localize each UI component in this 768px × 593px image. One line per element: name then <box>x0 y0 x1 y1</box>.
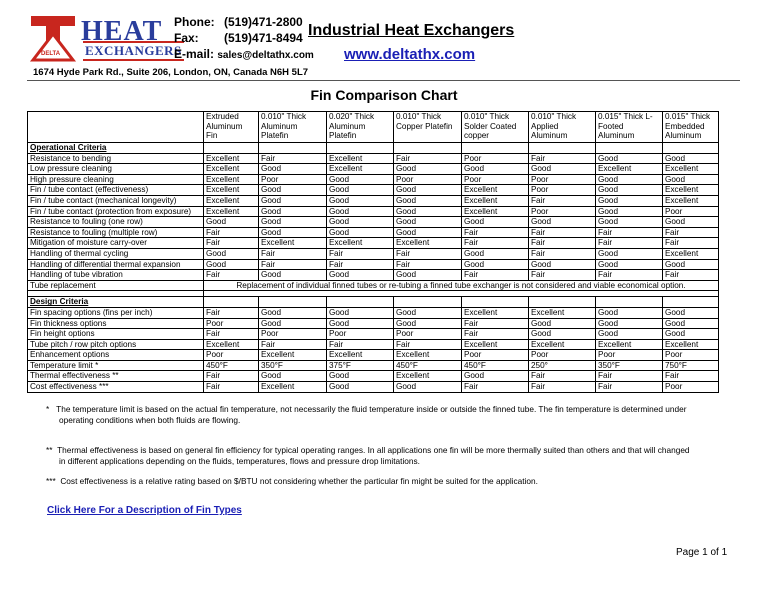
footnote-text: Cost effectiveness is a relative rating based on $/BTU not considering whether the particular fin might be suited for the application. <box>60 476 538 486</box>
table-cell: Fair <box>663 270 719 281</box>
table-cell: Fair <box>529 195 596 206</box>
page-title: Fin Comparison Chart <box>310 87 458 103</box>
table-cell: Good <box>596 185 663 196</box>
table-cell: 250° <box>529 360 596 371</box>
table-row <box>28 227 719 238</box>
row-label: Fin spacing options (fins per inch) <box>28 307 204 318</box>
page-number: Page 1 of 1 <box>676 547 728 558</box>
table-cell: 450°F <box>462 360 529 371</box>
table-cell: Excellent <box>462 339 529 350</box>
table-cell: Good <box>663 153 719 164</box>
table-cell: Fair <box>596 270 663 281</box>
table-cell: Good <box>462 164 529 175</box>
phone-value: (519)471-2800 <box>224 15 303 29</box>
logo-exchangers-text: EXCHANGERS <box>83 41 184 61</box>
column-header: Extruded Aluminum Fin <box>204 112 259 143</box>
row-label: Thermal effectiveness ** <box>28 371 204 382</box>
table-cell <box>462 297 529 308</box>
email-value[interactable]: sales@deltathx.com <box>217 50 314 61</box>
table-cell: Good <box>394 217 462 228</box>
table-cell: Excellent <box>204 174 259 185</box>
table-cell <box>259 143 327 154</box>
phone-line <box>174 15 303 29</box>
table-cell: Fair <box>529 153 596 164</box>
table-row <box>28 174 719 185</box>
table-cell: Fair <box>529 227 596 238</box>
table-row <box>28 280 719 291</box>
table-cell: Fair <box>327 248 394 259</box>
section-title: Operational Criteria <box>28 143 204 154</box>
row-label: Fin height options <box>28 329 204 340</box>
table-cell: Fair <box>663 238 719 249</box>
table-cell: Excellent <box>462 195 529 206</box>
table-cell: Fair <box>462 238 529 249</box>
table-cell: Good <box>596 307 663 318</box>
table-cell: Excellent <box>204 153 259 164</box>
section-row <box>28 297 719 308</box>
table-cell: Fair <box>462 227 529 238</box>
table-cell: Excellent <box>394 350 462 361</box>
table-cell: Fair <box>259 153 327 164</box>
footnote-cost <box>46 476 736 487</box>
table-cell: Good <box>596 248 663 259</box>
table-cell: Excellent <box>663 164 719 175</box>
table-cell: Good <box>663 318 719 329</box>
table-cell: Poor <box>663 350 719 361</box>
table-cell: Fair <box>394 248 462 259</box>
row-label: Resistance to fouling (multiple row) <box>28 227 204 238</box>
table-cell: Excellent <box>394 371 462 382</box>
table-cell: Good <box>259 227 327 238</box>
table-cell: Poor <box>663 206 719 217</box>
table-cell <box>596 143 663 154</box>
table-cell: Poor <box>663 382 719 393</box>
footnote-text: The temperature limit is based on the actual fin temperature, not necessarily the fluid temperature inside or outside the finned tube. The fin temperature is determined under <box>56 404 687 414</box>
footnote-text: Thermal effectiveness is based on general fin efficiency for typical operating ranges. In all applications one fin will be more thermally suited than others and that will changed <box>57 445 690 455</box>
table-cell: Good <box>394 382 462 393</box>
footnote-text: operating conditions when both fluids are flowing. <box>59 415 241 425</box>
fin-comparison-table <box>27 111 719 393</box>
table-row <box>28 217 719 228</box>
table-row <box>28 339 719 350</box>
phone-label: Phone: <box>174 15 215 29</box>
table-cell: Good <box>259 164 327 175</box>
table-cell: Fair <box>596 382 663 393</box>
table-row <box>28 360 719 371</box>
footnote-mark: ** <box>46 445 53 455</box>
table-cell: Fair <box>327 339 394 350</box>
table-cell <box>462 143 529 154</box>
footnote-mark: * <box>46 404 50 414</box>
table-cell: Fair <box>204 238 259 249</box>
table-row <box>28 382 719 393</box>
section-row <box>28 143 719 154</box>
table-cell: Excellent <box>327 238 394 249</box>
table-cell: Fair <box>462 270 529 281</box>
table-row <box>28 195 719 206</box>
fax-line <box>174 31 303 45</box>
table-cell: Fair <box>462 318 529 329</box>
table-cell: Fair <box>529 238 596 249</box>
table-cell: Fair <box>204 382 259 393</box>
table-cell: 350°F <box>596 360 663 371</box>
table-row <box>28 270 719 281</box>
table-cell: Fair <box>204 227 259 238</box>
table-cell: Poor <box>394 174 462 185</box>
table-cell <box>259 297 327 308</box>
table-cell: Good <box>596 195 663 206</box>
table-cell: Good <box>259 270 327 281</box>
row-label: Low pressure cleaning <box>28 164 204 175</box>
table-cell: Fair <box>596 227 663 238</box>
table-cell: Good <box>327 174 394 185</box>
table-cell: Fair <box>663 371 719 382</box>
row-label: Resistance to bending <box>28 153 204 164</box>
table-cell: Excellent <box>529 307 596 318</box>
table-cell: Good <box>394 318 462 329</box>
row-label: Temperature limit * <box>28 360 204 371</box>
table-cell: Fair <box>259 339 327 350</box>
table-cell: Fair <box>327 259 394 270</box>
row-label: Mitigation of moisture carry-over <box>28 238 204 249</box>
table-cell: Poor <box>327 329 394 340</box>
table-cell: Fair <box>596 371 663 382</box>
table-row <box>28 164 719 175</box>
table-cell <box>394 143 462 154</box>
table-cell: Good <box>204 217 259 228</box>
table-cell: Excellent <box>462 307 529 318</box>
table-cell: Fair <box>529 382 596 393</box>
section-title: Design Criteria <box>28 297 204 308</box>
footnote-mark: *** <box>46 476 56 486</box>
logo-delta-text: DELTA <box>41 51 61 57</box>
email-label: E-mail: <box>174 47 215 61</box>
table-cell: Good <box>259 217 327 228</box>
table-cell: 375°F <box>327 360 394 371</box>
table-cell: Poor <box>529 206 596 217</box>
table-cell: Poor <box>259 329 327 340</box>
table-cell: Excellent <box>663 185 719 196</box>
fin-types-link[interactable]: Click Here For a Description of Fin Types <box>47 505 242 516</box>
table-cell: Good <box>327 227 394 238</box>
row-label: Cost effectiveness *** <box>28 382 204 393</box>
table-cell: Good <box>204 259 259 270</box>
table-cell: Good <box>462 217 529 228</box>
table-cell <box>529 143 596 154</box>
table-cell: Excellent <box>204 339 259 350</box>
table-cell: Poor <box>529 350 596 361</box>
table-cell: Fair <box>529 371 596 382</box>
table-cell: Fair <box>529 270 596 281</box>
footnote-thermal <box>46 445 736 467</box>
column-header: 0.010" Thick Aluminum Platefin <box>259 112 327 143</box>
table-cell: Good <box>596 259 663 270</box>
table-cell: Good <box>529 329 596 340</box>
table-cell: Fair <box>259 248 327 259</box>
table-cell: 450°F <box>204 360 259 371</box>
table-cell: Good <box>259 195 327 206</box>
table-cell <box>596 297 663 308</box>
table-cell: Fair <box>394 339 462 350</box>
table-cell: Good <box>394 206 462 217</box>
table-cell: Good <box>663 217 719 228</box>
column-header: 0.020" Thick Aluminum Platefin <box>327 112 394 143</box>
table-cell: Good <box>327 371 394 382</box>
column-header: 0.010" Thick Applied Aluminum <box>529 112 596 143</box>
table-row <box>28 318 719 329</box>
table-cell <box>663 143 719 154</box>
table-cell: Good <box>259 318 327 329</box>
table-cell: Fair <box>204 307 259 318</box>
table-cell: Good <box>596 153 663 164</box>
table-row <box>28 350 719 361</box>
table-cell: 750°F <box>663 360 719 371</box>
table-cell: Poor <box>204 318 259 329</box>
table-cell: Excellent <box>259 238 327 249</box>
table-header-row <box>28 112 719 143</box>
row-label: Tube pitch / row pitch options <box>28 339 204 350</box>
table-row <box>28 206 719 217</box>
table-cell: Excellent <box>596 164 663 175</box>
table-cell: Excellent <box>529 339 596 350</box>
table-cell: Good <box>259 185 327 196</box>
table-cell <box>663 297 719 308</box>
table-cell: Excellent <box>462 185 529 196</box>
table-cell: Poor <box>462 350 529 361</box>
table-cell: Fair <box>529 248 596 259</box>
table-cell: Good <box>596 206 663 217</box>
table-cell: Poor <box>596 350 663 361</box>
table-cell: Fair <box>663 227 719 238</box>
row-label: Handling of thermal cycling <box>28 248 204 259</box>
table-cell: Poor <box>462 174 529 185</box>
header-divider <box>27 80 740 81</box>
table-cell: Good <box>327 217 394 228</box>
table-cell: Good <box>394 307 462 318</box>
table-cell <box>394 297 462 308</box>
footnote-temperature <box>46 404 736 426</box>
table-cell: Excellent <box>394 238 462 249</box>
row-label: Tube replacement <box>28 280 204 291</box>
table-row <box>28 238 719 249</box>
table-cell: Good <box>327 206 394 217</box>
column-header: 0.015" Thick Embedded Aluminum <box>663 112 719 143</box>
table-row <box>28 153 719 164</box>
table-cell: Fair <box>204 270 259 281</box>
table-cell: Excellent <box>462 206 529 217</box>
table-cell: Good <box>327 195 394 206</box>
table-cell: Good <box>327 185 394 196</box>
row-label: Fin thickness options <box>28 318 204 329</box>
column-header: 0.010" Thick Solder Coated copper <box>462 112 529 143</box>
table-cell: Good <box>663 259 719 270</box>
row-label: Enhancement options <box>28 350 204 361</box>
table-cell: Poor <box>462 153 529 164</box>
table-row <box>28 259 719 270</box>
table-cell: Good <box>596 329 663 340</box>
row-label: Fin / tube contact (effectiveness) <box>28 185 204 196</box>
row-label: Fin / tube contact (protection from exposure) <box>28 206 204 217</box>
table-cell: Good <box>663 307 719 318</box>
table-cell: Excellent <box>259 350 327 361</box>
table-cell: Good <box>462 248 529 259</box>
row-label: Handling of differential thermal expansion <box>28 259 204 270</box>
table-cell: Good <box>596 174 663 185</box>
table-cell: Poor <box>204 350 259 361</box>
table-cell: Good <box>327 318 394 329</box>
table-cell: Excellent <box>259 382 327 393</box>
table-cell: Good <box>327 307 394 318</box>
table-row <box>28 248 719 259</box>
table-cell: 350°F <box>259 360 327 371</box>
table-cell: Poor <box>529 185 596 196</box>
table-cell: Good <box>259 371 327 382</box>
column-header: 0.010" Thick Copper Platefin <box>394 112 462 143</box>
table-cell: 450°F <box>394 360 462 371</box>
row-label: Fin / tube contact (mechanical longevity) <box>28 195 204 206</box>
table-cell: Fair <box>394 153 462 164</box>
table-row <box>28 185 719 196</box>
table-cell: Excellent <box>663 248 719 259</box>
table-cell: Fair <box>394 259 462 270</box>
website-link[interactable]: www.deltathx.com <box>344 46 476 63</box>
table-row <box>28 307 719 318</box>
table-cell: Good <box>529 318 596 329</box>
table-cell: Poor <box>394 329 462 340</box>
table-cell: Good <box>529 259 596 270</box>
table-cell: Good <box>596 318 663 329</box>
company-name: Industrial Heat Exchangers <box>308 22 515 39</box>
table-cell: Good <box>394 227 462 238</box>
table-cell: Excellent <box>327 164 394 175</box>
table-cell: Good <box>394 270 462 281</box>
logo-heat-text: HEAT <box>81 16 163 47</box>
table-cell: Good <box>462 259 529 270</box>
table-cell <box>529 297 596 308</box>
email-line <box>174 47 314 61</box>
table-cell: Excellent <box>327 350 394 361</box>
table-cell: Fair <box>204 329 259 340</box>
table-cell: Good <box>394 164 462 175</box>
table-cell: Good <box>327 382 394 393</box>
table-cell: Good <box>596 217 663 228</box>
row-label: Handling of tube vibration <box>28 270 204 281</box>
tube-replacement-note: Replacement of individual finned tubes or re-tubing a finned tube exchanger is not considered and viable economical option. <box>204 280 719 291</box>
table-cell: Good <box>462 371 529 382</box>
fax-value: (519)471-8494 <box>224 31 303 45</box>
row-label: High pressure cleaning <box>28 174 204 185</box>
table-cell: Excellent <box>204 195 259 206</box>
table-cell: Good <box>663 174 719 185</box>
company-logo <box>25 16 182 63</box>
address: 1674 Hyde Park Rd., Suite 206, London, ON, Canada N6H 5L7 <box>33 67 309 78</box>
table-cell: Fair <box>462 329 529 340</box>
table-cell: Excellent <box>663 339 719 350</box>
table-cell: Fair <box>259 259 327 270</box>
table-cell <box>327 297 394 308</box>
table-row <box>28 371 719 382</box>
table-cell: Good <box>529 164 596 175</box>
table-cell: Excellent <box>663 195 719 206</box>
table-cell: Excellent <box>596 339 663 350</box>
table-cell: Fair <box>204 371 259 382</box>
table-cell <box>204 297 259 308</box>
table-cell: Good <box>204 248 259 259</box>
footnote-text: in different applications depending on the fluids, temperatures, flows and pressure drop limitations. <box>59 456 420 466</box>
table-cell: Good <box>259 206 327 217</box>
column-header: 0.015" Thick L-Footed Aluminum <box>596 112 663 143</box>
table-cell: Good <box>529 217 596 228</box>
table-cell: Poor <box>259 174 327 185</box>
table-cell: Fair <box>462 382 529 393</box>
table-cell: Excellent <box>327 153 394 164</box>
table-row <box>28 329 719 340</box>
table-cell: Good <box>663 329 719 340</box>
table-cell: Excellent <box>204 185 259 196</box>
table-cell <box>204 143 259 154</box>
table-cell: Fair <box>596 238 663 249</box>
table-cell: Poor <box>529 174 596 185</box>
table-cell: Good <box>394 185 462 196</box>
column-header <box>28 112 204 143</box>
table-cell: Good <box>394 195 462 206</box>
table-cell: Good <box>327 270 394 281</box>
fax-label: Fax: <box>174 31 199 45</box>
row-label: Resistance to fouling (one row) <box>28 217 204 228</box>
table-cell <box>327 143 394 154</box>
table-cell: Good <box>259 307 327 318</box>
table-cell: Excellent <box>204 164 259 175</box>
table-cell: Excellent <box>204 206 259 217</box>
